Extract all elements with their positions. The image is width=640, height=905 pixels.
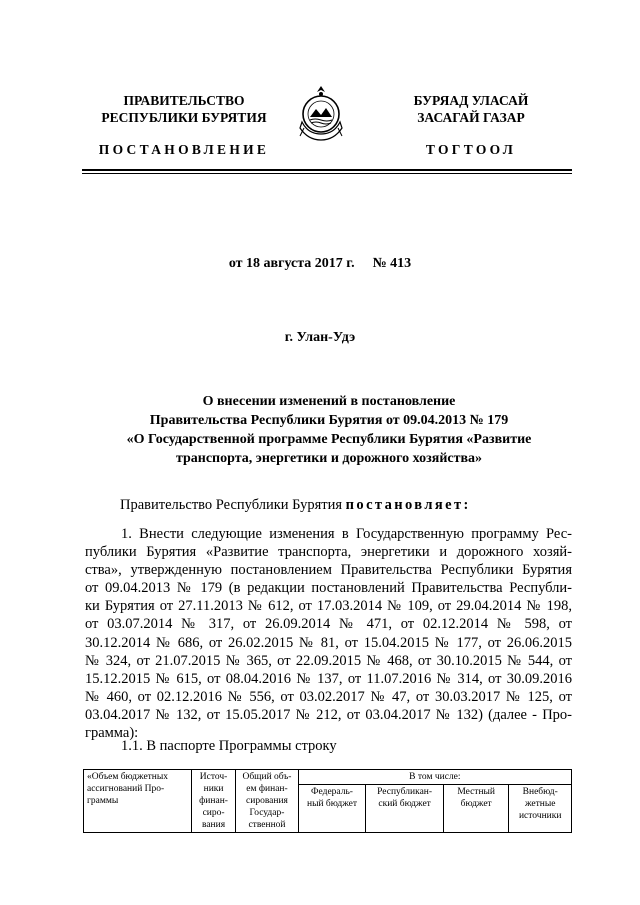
document-number: № 413 bbox=[372, 256, 412, 271]
document-type-bua: ТОГТООЛ bbox=[425, 142, 517, 157]
header-left bbox=[84, 92, 284, 126]
paragraph-line: публики Бурятия «Развитие транспорта, энергетики и дорожного хозяй- bbox=[85, 544, 572, 561]
paragraph-line: 15.12.2015 № 615, от 08.04.2016 № 137, от 11.07.2016 № 314, от 30.09.2016 bbox=[85, 670, 572, 687]
intro-verb: постановляет: bbox=[345, 497, 471, 513]
subject-line: Правительства Республики Бурятия от 09.04.2013 № 179 bbox=[149, 413, 509, 428]
resolution-intro bbox=[120, 497, 471, 514]
paragraph-line: 30.12.2014 № 686, от 26.02.2015 № 81, от 15.04.2015 № 177, от 26.06.2015 bbox=[85, 634, 572, 651]
table-header-cell: Источ- ники финан- сиро- вания bbox=[191, 770, 235, 833]
document-city: г. Улан-Удэ bbox=[284, 330, 356, 345]
header-rule-thick bbox=[82, 169, 572, 171]
paragraph-line: № 324, от 21.07.2015 № 365, от 22.09.2015 № 468, от 30.10.2015 № 544, от bbox=[85, 652, 572, 669]
paragraph-line: ства», утвержденную постановлением Правительства Республики Бурятия bbox=[85, 562, 572, 579]
date-number-line bbox=[0, 256, 640, 272]
republic-of-buryatia-coat-of-arms-icon bbox=[296, 84, 346, 142]
table-header-cell: Общий объ- ем финан- сирования Государ- ственной bbox=[236, 770, 299, 833]
header-right-line2: ЗАСАГАЙ ГАЗАР bbox=[417, 110, 525, 125]
subject-line: транспорта, энергетики и дорожного хозяйства» bbox=[175, 451, 483, 466]
header-left-line1: ПРАВИТЕЛЬСТВО bbox=[123, 93, 245, 108]
table-header-cell: Внебюд- жетные источники bbox=[509, 785, 572, 833]
header-left-line2: РЕСПУБЛИКИ БУРЯТИЯ bbox=[101, 110, 267, 125]
budget-table bbox=[83, 769, 572, 833]
paragraph-line: от 03.07.2014 № 317, от 26.09.2014 № 471, от 02.12.2014 № 598, от bbox=[85, 616, 572, 633]
table-header-cell: Республикан- ский бюджет bbox=[366, 785, 444, 833]
subject-line: «О Государственной программе Республики Бурятия «Развитие bbox=[126, 432, 532, 447]
header-rule-thin bbox=[82, 173, 572, 174]
header-right bbox=[374, 92, 568, 126]
header-right-line1: БУРЯАД УЛАСАЙ bbox=[413, 93, 529, 108]
document-type-ru: ПОСТАНОВЛЕНИЕ bbox=[98, 142, 270, 157]
paragraph-line: № 460, от 02.12.2016 № 556, от 03.02.2017 № 47, от 30.03.2017 № 125, от bbox=[85, 688, 572, 705]
subject-line: О внесении изменений в постановление bbox=[202, 394, 456, 409]
intro-text: Правительство Республики Бурятия bbox=[120, 497, 343, 513]
table-header-cell: Местный бюджет bbox=[443, 785, 509, 833]
table-header-group: В том числе: bbox=[298, 770, 571, 785]
paragraph-line: грамма): bbox=[85, 725, 139, 742]
paragraph-line: ки Бурятия от 27.11.2013 № 612, от 17.03.2014 № 109, от 29.04.2014 № 198, bbox=[85, 598, 572, 615]
paragraph-line: от 09.04.2013 № 179 (в редакции постановлений Правительства Республи- bbox=[85, 580, 572, 597]
table-header-cell: «Объем бюджетных ассигнований Про- граммы bbox=[84, 770, 192, 833]
paragraph-line: 03.04.2017 № 132, от 15.05.2017 № 212, от 03.04.2017 № 132) (далее - Про- bbox=[85, 706, 572, 723]
table-header-cell: Федераль- ный бюджет bbox=[298, 785, 366, 833]
document-subject bbox=[84, 392, 574, 468]
paragraph-1 bbox=[85, 525, 572, 742]
table-header-row bbox=[84, 770, 572, 785]
document-date: от 18 августа 2017 г. bbox=[228, 256, 355, 271]
subparagraph-1-1: 1.1. В паспорте Программы строку bbox=[121, 738, 337, 754]
paragraph-line: 1. Внести следующие изменения в Государственную программу Рес- bbox=[121, 526, 572, 542]
